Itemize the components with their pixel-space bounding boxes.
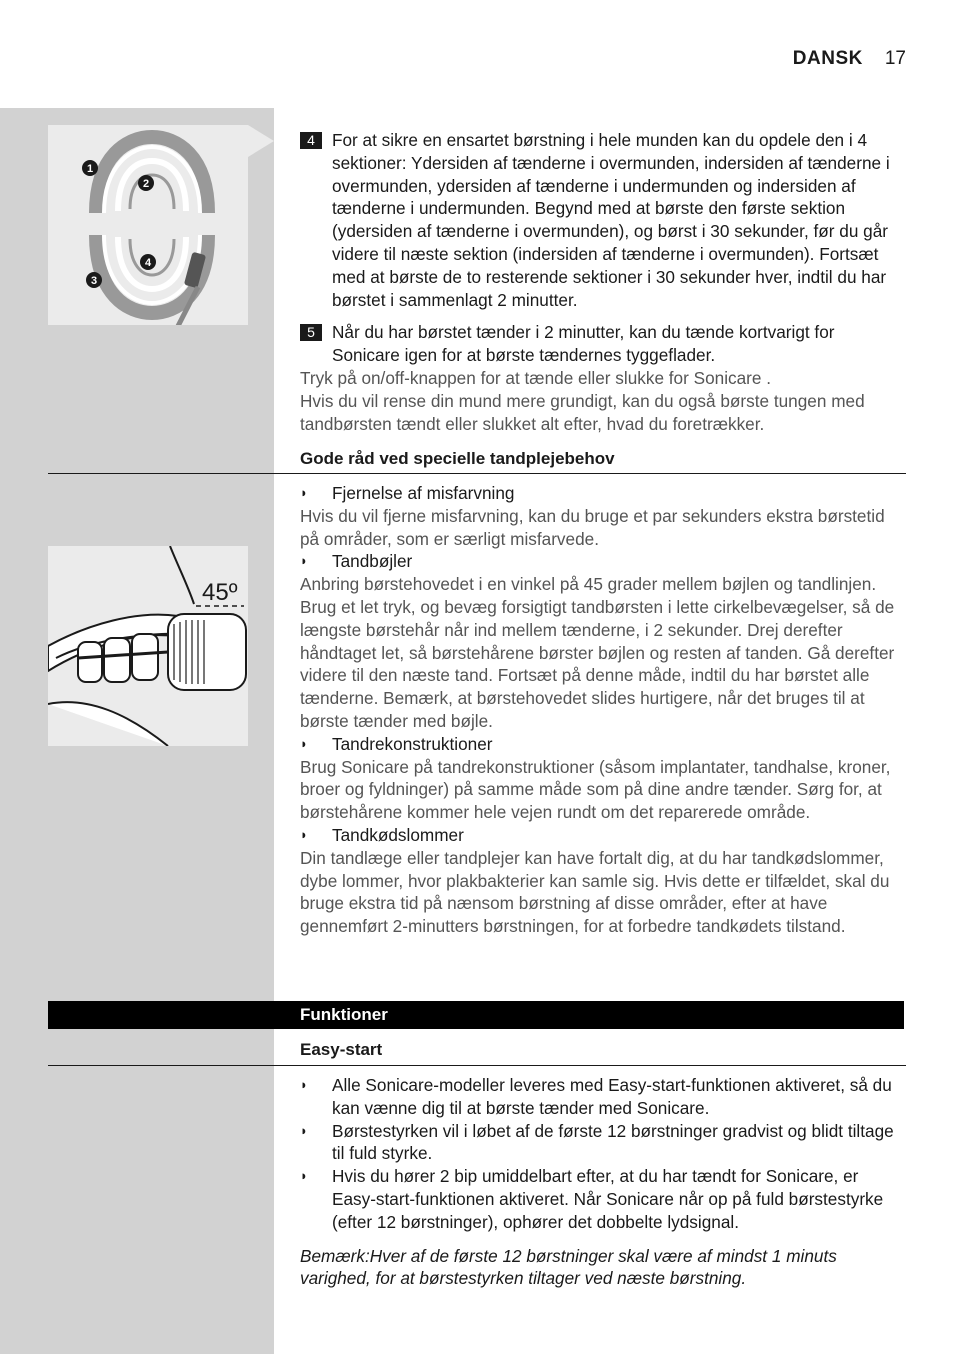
functions-heading: Funktioner <box>300 1005 388 1024</box>
tips-heading: Gode råd ved specielle tandplejebehov <box>300 449 615 468</box>
braces-angle-diagram <box>48 546 248 746</box>
page-number: 17 <box>884 48 906 69</box>
tip-body: Hvis du vil fjerne misfarvning, kan du bruge et par sekunders ekstra børstetid på områder, som er særligt misfarvede. <box>300 505 885 549</box>
tip-item <box>300 550 904 573</box>
tip-title: Tandrekonstruktioner <box>332 733 493 754</box>
easystart-heading: Easy-start <box>300 1040 383 1059</box>
step-text: Når du har børstet tænder i 2 minutter, kan du tænde kortvarigt for Sonicare igen for at børste tændernes tyggeflader. <box>332 322 835 366</box>
steps-block <box>300 129 904 435</box>
easystart-note: Bemærk:Hver af de første 12 børstninger skal være af mindst 1 minuts varighed, for at børstestyrken tiltager ved næste børstning. <box>300 1245 837 1289</box>
tip-title: Tandbøjler <box>332 551 413 572</box>
step-5 <box>300 321 904 367</box>
tip-item <box>300 482 904 505</box>
easystart-list <box>300 1074 904 1290</box>
tip-body: Din tandlæge eller tandplejer kan have fortalt dig, at du har tandkødslommer, dybe lommer, hvor plakbakterier kan samle sig. Hvis dette er tilfældet, skal du bruge ekstra tid på nænsom børstning af disse områder, efter at have gennemført 2-minutters børstningen, for at forbedre tandkødets tilstand. <box>300 847 890 937</box>
step-number: 5 <box>300 324 322 341</box>
step-followup-2: Hvis du vil rense din mund mere grundigt, kan du også børste tungen med tandbørsten tændt eller slukket alt efter, hvad du foretrækker. <box>300 390 865 434</box>
tips-list <box>300 482 904 938</box>
step-number: 4 <box>300 132 322 149</box>
bullet-icon: ◗ <box>300 1077 308 1092</box>
bullet-icon: ◗ <box>300 553 308 569</box>
section-label-3 <box>86 272 102 288</box>
bullet-icon: ◗ <box>300 735 308 751</box>
section-label-2 <box>138 175 154 191</box>
page-header <box>793 48 906 70</box>
svg-text:2: 2 <box>142 178 150 190</box>
easystart-item: ◗ Alle Sonicare-modeller leveres med Easy-start-funktionen aktiveret, så du kan vænne dig til at børste tænder med Sonicare. <box>300 1075 892 1118</box>
language-label: DANSK <box>792 48 863 69</box>
tip-body: Anbring børstehovedet i en vinkel på 45 grader mellem bøjlen og tandlinjen. Brug et let tryk, og bevæg forsigtigt tandbørsten i lette cirkelbevægelser, så de længste børstehår når ind mellem tænderne, i 2 sekunder. Drej derefter håndtaget let, så børstehårene børster bøjlen og resten af tanden. Gå derefter videre til den næste tand. Fortsæt på denne måde, indtil du har børstet alle tænderne. Bemærk, at børstehovedet slides hurtigere, når det bruges til at børste tænder med bøjle. <box>300 574 895 731</box>
braces-brushing-figure <box>48 546 248 746</box>
tip-body: Brug Sonicare på tandrekonstruktioner (såsom implantater, tandhalse, kroner, broer og fyldninger) på samme måde som på dine andre tænder. Sørg for, at børstehårene kommer hele vejen rundt om det reparerede område. <box>300 756 891 823</box>
angle-label: 45º <box>202 579 238 606</box>
brushing-sections-figure <box>48 125 248 325</box>
section-band-funktioner <box>48 1001 904 1029</box>
svg-text:1: 1 <box>86 163 94 175</box>
tip-item <box>300 824 904 847</box>
easystart-item: ◗ Hvis du hører 2 bip umiddelbart efter, at du har tændt for Sonicare, er Easy-start-funktionen aktiveret. Når Sonicare når op på fuld børstestyrke (efter 12 børstninger), ophører det dobbelte lydsignal. <box>300 1166 884 1232</box>
tips-heading-rule <box>48 473 906 474</box>
tip-item <box>300 733 904 756</box>
teeth-sections-diagram <box>48 125 248 325</box>
section-label-4 <box>140 254 156 270</box>
easystart-item: ◗ Børstestyrken vil i løbet af de første 12 børstninger gradvist og blidt tiltage til fuld styrke. <box>300 1120 894 1164</box>
tip-title: Fjernelse af misfarvning <box>332 483 515 503</box>
tip-title: Tandkødslommer <box>332 824 464 845</box>
section-label-1 <box>82 160 98 176</box>
step-text: For at sikre en ensartet børstning i hele munden kan du opdele den i 4 sektioner: Ydersiden af tænderne i overmunden, indersiden af tænderne i overmunden, ydersiden af tænderne i undermunden og indersiden af tænderne i undermunden. Begynd med at børste den første sektion (ydersiden af tænderne i overmunden), og børst i 30 sekunder, før du går videre til næste sektion (indersiden af tænderne i overmunden). Fortsæt med at børste de to resterende sektioner i 30 sekunder hver, indtil du har børstet i sammenlagt 2 minutter. <box>332 130 890 310</box>
easystart-heading-rule <box>48 1065 906 1066</box>
step-followup-1: Tryk på on/off-knappen for at tænde eller slukke for Sonicare . <box>300 367 771 388</box>
figure-pointer-1 <box>248 125 274 157</box>
bullet-icon: ◗ <box>300 1122 308 1138</box>
svg-text:3: 3 <box>90 275 98 287</box>
bullet-icon: ◗ <box>300 1168 308 1184</box>
bullet-icon: ◗ <box>300 826 308 842</box>
bullet-icon: ◗ <box>300 485 308 500</box>
step-4 <box>300 129 904 311</box>
svg-text:4: 4 <box>144 257 152 269</box>
